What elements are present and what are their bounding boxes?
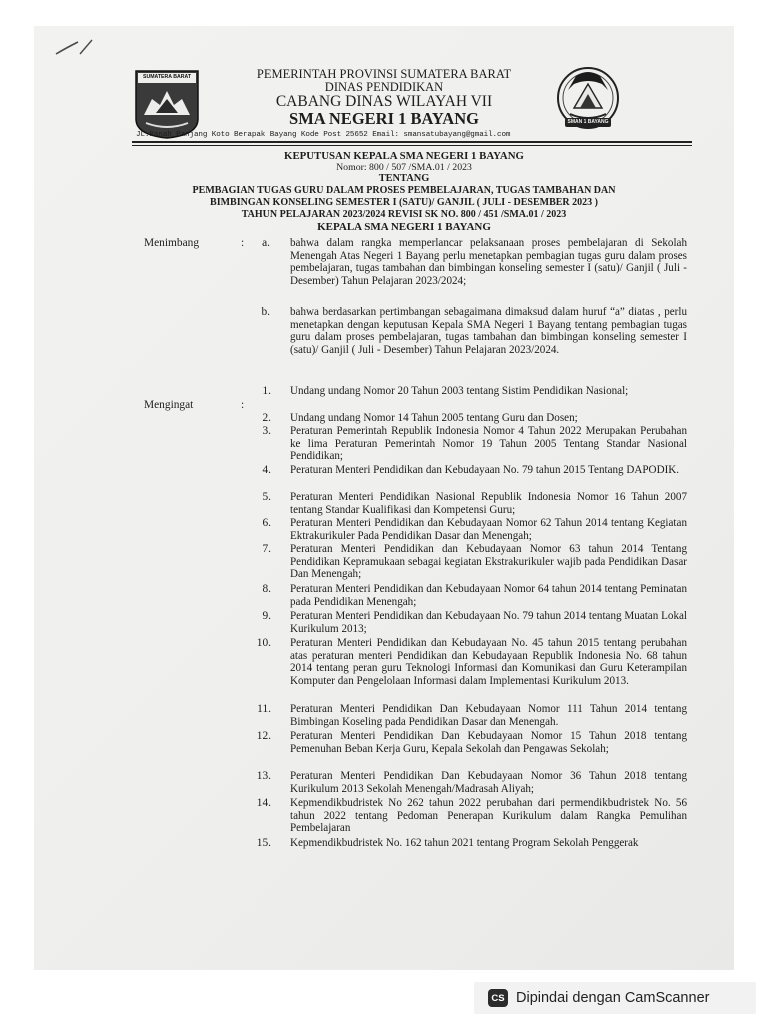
camscanner-text: Dipindai dengan CamScanner — [516, 990, 710, 1006]
school-logo — [554, 60, 622, 136]
mengingat-item: Peraturan Menteri Pendidikan dan Kebudayaan Nomor 63 tahun 2014 Tentang Pendidikan Kepramukaan sebagai kegiatan Ekstrakurikuler wajib pada Pendidikan Dasar Dan Menengah; — [290, 543, 687, 580]
mengingat-item: Peraturan Menteri Pendidikan Dan Kebudayaan Nomor 36 Tahun 2018 tentang Kurikulum 2013 Sekolah Menengah/Madrasah Aliyah; — [290, 770, 687, 795]
decree-subject-3: TAHUN PELAJARAN 2023/2024 REVISI SK NO. 800 / 451 /SMA.01 / 2023 — [241, 209, 567, 220]
mengingat-label: Mengingat — [144, 399, 194, 411]
menimbang-label: Menimbang — [144, 237, 200, 249]
decree-subject-1: PEMBAGIAN TUGAS GURU DALAM PROSES PEMBELAJARAN, TUGAS TAMBAHAN DAN — [192, 185, 616, 196]
decree-title: KEPUTUSAN KEPALA SMA NEGERI 1 BAYANG — [284, 150, 524, 162]
mengingat-marker: 13. — [256, 770, 271, 782]
menimbang-colon: : — [241, 237, 245, 249]
mengingat-colon: : — [241, 399, 245, 411]
camscanner-watermark — [474, 982, 756, 1014]
mengingat-marker: 7. — [262, 543, 271, 555]
mengingat-marker: 9. — [262, 610, 271, 622]
menimbang-item: bahwa dalam rangka memperlancar pelaksanaan proses pembelajaran di Sekolah Menengah Atas Negeri 1 Bayang perlu menetapkan pembagian tugas guru dalam proses pembelajaran, tugas tambahan dan bimbingan konseling semester I (satu)/ Ganjil ( Juli - Desember) Tahun Pelajaran 2023/2024; — [290, 237, 687, 287]
pen-mark — [52, 32, 102, 72]
camscanner-logo-icon: CS — [488, 989, 508, 1007]
mengingat-marker: 4. — [262, 464, 271, 476]
mengingat-marker: 14. — [256, 797, 271, 809]
menimbang-item: bahwa berdasarkan pertimbangan sebagaimana dimaksud dalam huruf “a” diatas , perlu menetapkan dengan keputusan Kepala SMA Negeri 1 Bayang tentang pembagian tugas guru dalam proses pembelajaran, tugas tambahan dan bimbingan konseling semester I (satu)/ Ganjil ( Juli - Desember) Tahun Pelajaran 2023/2024. — [290, 306, 687, 356]
mengingat-marker: 2. — [262, 412, 271, 424]
mengingat-item: Peraturan Menteri Pendidikan dan Kebudayaan Nomor 62 Tahun 2014 tentang Kegiatan Ektrakurikuler Pada Pendidikan Dasar dan Menengah; — [290, 517, 687, 542]
school-logo-text: SMAN 1 BAYANG — [567, 119, 609, 125]
scanned-document — [34, 26, 734, 970]
menimbang-marker: b. — [261, 306, 270, 318]
mengingat-item: Undang undang Nomor 20 Tahun 2003 tentang Sistim Pendidikan Nasional; — [290, 385, 629, 397]
menimbang-marker: a. — [262, 237, 270, 249]
mengingat-item: Peraturan Menteri Pendidikan dan Kebudayaan Nomor 64 tahun 2014 tentang Peminatan pada Pendidikan Menengah; — [290, 583, 687, 608]
mengingat-item: Peraturan Menteri Pendidikan dan Kebudayaan No. 79 tahun 2015 Tentang DAPODIK. — [290, 464, 680, 476]
letterhead-branch: CABANG DINAS WILAYAH VII — [275, 93, 493, 110]
letterhead-divider — [132, 141, 692, 143]
letterhead-government: PEMERINTAH PROVINSI SUMATERA BARAT — [256, 67, 512, 81]
province-logo — [134, 69, 200, 139]
mengingat-marker: 6. — [262, 517, 271, 529]
mengingat-marker: 10. — [256, 637, 271, 649]
mengingat-item: Peraturan Menteri Pendidikan dan Kebudayaan No. 45 tahun 2015 tentang perubahan atas peraturan menteri Pendidikan dan Kebudayaan Republik Indonesia No. 68 tahun 2014 tentang peran guru Teknologi Informasi dan Komunikasi dan Guru Keterampilan Komputer dan Pengelolaan Informasi dalam Implementasi Kurikulum 2013. — [290, 637, 687, 687]
mengingat-marker: 11. — [257, 703, 271, 715]
mengingat-marker: 5. — [262, 491, 271, 503]
letterhead-divider-thin — [132, 145, 692, 146]
mengingat-item: Peraturan Menteri Pendidikan dan Kebudayaan No. 79 tahun 2014 tentang Muatan Lokal Kurikulum 2013; — [290, 610, 687, 635]
mengingat-item: Peraturan Pemerintah Republik Indonesia Nomor 4 Tahun 2022 Merupakan Perubahan ke lima Peraturan Pemerintah Nomor 19 Tahun 2005 Tentang Standar Nasional Pendidikan; — [290, 425, 687, 462]
decree-about: TENTANG — [378, 173, 430, 184]
mengingat-item: Kepmendikbudristek No 262 tahun 2022 perubahan dari permendikbudristek No. 56 tahun 2022 tentang Pedoman Penerapan Kurikulum dalam Rangka Pemulihan Pembelajaran — [290, 797, 687, 834]
mengingat-marker: 1. — [262, 385, 271, 397]
decree-issuer: KEPALA SMA NEGERI 1 BAYANG — [317, 221, 491, 233]
province-logo-text: SUMATERA BARAT — [142, 74, 192, 80]
mengingat-item: Kepmendikbudristek No. 162 tahun 2021 tentang Program Sekolah Penggerak — [290, 837, 639, 849]
mengingat-item: Peraturan Menteri Pendidikan Dan Kebudayaan Nomor 111 Tahun 2014 tentang Bimbingan Koseling pada Pendidikan Dasar dan Menengah. — [290, 703, 687, 728]
mengingat-marker: 8. — [262, 583, 271, 595]
mengingat-item: Undang undang Nomor 14 Tahun 2005 tentang Guru dan Dosen; — [290, 412, 578, 424]
mengingat-marker: 12. — [256, 730, 271, 742]
mengingat-item: Peraturan Menteri Pendidikan Dan Kebudayaan Nomor 15 Tahun 2018 tentang Pemenuhan Beban Kerja Guru, Kepala Sekolah dan Pengawas Sekolah; — [290, 730, 687, 755]
letterhead-address: JL.Ranah Panjang Koto Berapak Bayang Kode Post 25652 Email: smansatubayang@gmail.com — [136, 131, 511, 139]
decree-number: Nomor: 800 / 507 /SMA.01 / 2023 — [336, 162, 472, 173]
mengingat-marker: 3. — [262, 425, 271, 437]
letterhead-department: DINAS PENDIDIKAN — [324, 80, 444, 94]
letterhead-school: SMA NEGERI 1 BAYANG — [289, 109, 479, 128]
mengingat-item: Peraturan Menteri Pendidikan Nasional Republik Indonesia Nomor 16 Tahun 2007 tentang Standar Kualifikasi dan Kompetensi Guru; — [290, 491, 687, 516]
mengingat-marker: 15. — [256, 837, 271, 849]
decree-subject-2: BIMBINGAN KONSELING SEMESTER I (SATU)/ GANJIL ( JULI - DESEMBER 2023 ) — [210, 197, 598, 208]
